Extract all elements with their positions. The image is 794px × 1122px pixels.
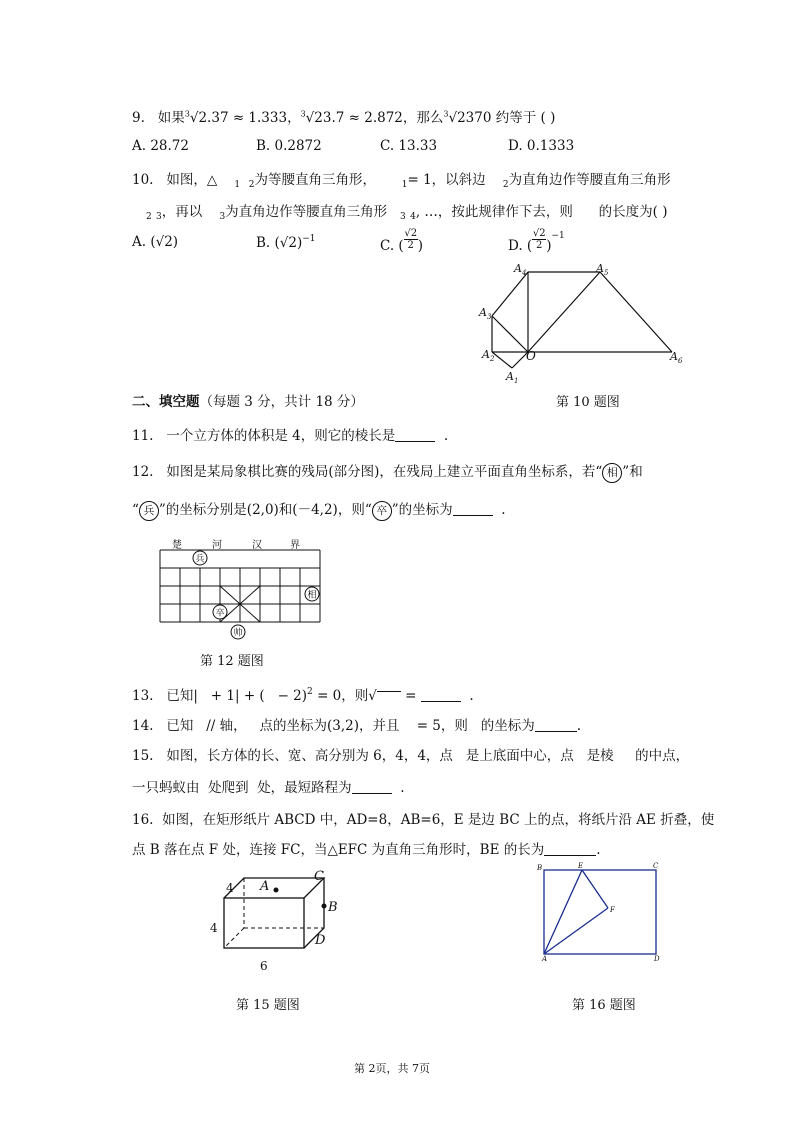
fig10-label-a6: $A_6$ [670,350,683,365]
question-10-line1 [132,168,671,190]
q15-text-1d: 的中点， [635,748,690,764]
q10-sub-3c: 3 [400,212,406,222]
q10-sub-3b: 3 [219,212,226,222]
q10-option-d-den: 2 [532,239,546,251]
q14-answer-blank[interactable] [535,719,577,732]
page-footer: 第 2页，共 7页 [354,1062,430,1075]
q10-option-c-den: 2 [404,239,418,251]
fig15-caption: 第 15 题图 [236,998,300,1013]
fig15-point-b [322,904,327,909]
fig10-line-a2-a1 [492,352,512,368]
fig10-label-a5: $A_5$ [596,262,609,277]
fig16-line-ef [582,870,608,908]
q16-end: . [596,842,601,858]
q13-text-a: 已知| [166,688,198,704]
question-12-line2 [132,498,506,521]
fig10-label-a1: $A_1$ [506,370,519,384]
fig10-label-a2: $A_2$ [482,348,495,363]
q10-text-1b: 为等腰直角三角形， [254,172,376,188]
figure-16-rectangle [534,860,664,964]
q15-answer-blank[interactable] [352,781,392,794]
fig15-dim-width: 4 [226,881,234,895]
q13-number: 13. [132,688,154,704]
q13-text-c: − 2) [277,688,308,704]
section-2-note: （每题 3 分，共计 18 分） [199,394,364,410]
q13-answer-blank[interactable] [421,689,461,702]
q13-text-b: + 1| + ( [210,688,265,704]
q9-expr1: 2.37 ≈ 1.333， [198,110,301,126]
q10-option-c-post: ) [417,238,423,254]
fig15-dim-length: 6 [260,959,268,973]
q14-number: 14. [132,718,154,734]
q11-answer-blank[interactable] [395,429,435,442]
question-13 [132,684,474,704]
q10-option-d-post: ) [546,238,552,254]
fig15-top-face [224,878,324,898]
q13-exp: 2 [307,687,313,697]
fig15-point-a [274,888,279,893]
q10-number: 10. [132,172,154,188]
q16-text-2: 点 B 落在点 F 处，连接 FC，当△EFC 为直角三角形时，BE 的长为 [132,842,545,858]
q10-text-1c: = 1，以斜边 [407,172,486,188]
q10-option-a: A. (√2) [132,234,179,250]
q10-sub-2c: 2 [146,212,152,222]
q14-text-e: = 5，则 [416,718,468,734]
fig15-front-face [224,898,304,948]
fig15-dim-height: 4 [210,921,218,935]
river-char-jie: 界 [290,540,300,551]
q10-text-2c: , …，按此规律作下去，则 [415,204,573,220]
q10-option-d-pre: D. ( [508,238,533,254]
question-16-line2 [132,838,601,858]
chess-piece-zu-label: 卒 [215,608,225,619]
figure-15-cuboid [200,866,350,978]
q10-option-b-base: B. (√2) [256,235,303,251]
fig16-label-e: E [578,862,584,870]
question-10-line2 [146,200,667,222]
fig10-label-a3: $A_3$ [479,306,492,321]
fig10-caption: 第 10 题图 [556,395,620,410]
q12-text-1-end: ”和 [622,464,643,480]
fig16-line-ae [544,870,582,954]
q12-text-2a: “ [132,502,139,518]
q12-number: 12. [132,464,154,480]
q9-option-b: B. 0.2872 [256,138,322,154]
chess-piece-xiang-label: 相 [307,590,317,601]
fig15-label-b: B [328,900,338,915]
q10-sub-1: 1 [234,180,241,190]
q16-text-1: 如图，在矩形纸片 ABCD 中，AD=8，AB=6，E 是边 BC 上的点，将纸片沿 AE 折叠，使 [162,812,715,828]
fig16-label-b: B [537,864,543,872]
q9-expr3: 2370 [457,110,492,126]
q10-text-1a: 如图，△ [166,172,218,188]
q10-sub-4: 4 [410,212,416,222]
question-14 [132,714,581,734]
question-11 [132,424,448,444]
q12-answer-blank[interactable] [453,503,493,516]
river-char-he: 河 [212,540,222,551]
fig16-line-af [544,908,608,954]
q12-piece-bing: 兵 [139,501,159,521]
q12-text-2b: ”的坐标分别是(2,0)和(－4,2)，则“ [158,502,372,518]
q10-sub-3: 3 [156,212,162,222]
fig15-label-a: A [260,879,270,894]
q11-text: 一个立方体的体积是 4，则它的棱长是 [166,428,396,444]
figure-12-chessboard [150,538,330,642]
question-15-line2 [132,776,405,796]
chess-piece-bing-label: 兵 [195,554,205,565]
question-9: 9. 如果$^3$√2.37 ≈ 1.333，$^3$√23.7 ≈ 2.872，那么$^3$√2370 约等于 ( ) [132,109,556,126]
fig10-label-o: O [526,349,536,363]
question-16-line1 [132,808,714,828]
q14-text-c: 轴， [219,718,247,734]
q12-text-1: 如图是某局象棋比赛的残局(部分图)，在残局上建立平面直角坐标系，若“ [166,464,603,480]
q14-text-f: 的坐标为 [480,718,535,734]
q15-number: 15. [132,748,154,764]
figure-10 [474,258,694,384]
q9-option-a: A. 28.72 [132,138,189,154]
chess-piece-shuai-label: 帅 [233,628,243,639]
fig16-label-f: F [610,906,615,914]
q9-prefix: 如果 [157,110,185,126]
fig10-line-a3-o [492,316,528,352]
q9-expr2: 23.7 ≈ 2.872，那么 [314,110,444,126]
q15-text-1b: 是上底面中心，点 [465,748,574,764]
river-char-chu: 楚 [172,540,182,551]
fig10-line-a5-a6 [600,272,672,352]
q10-option-d [508,228,565,254]
q12-end: . [501,502,506,518]
q11-number: 11. [132,428,154,444]
section-2-title: 二、填空题 [132,394,200,410]
q14-text-d: 点的坐标为(3,2)，并且 [259,718,400,734]
q15-text-1: 如图，长方体的长、宽、高分别为 6，4，4，点 [166,748,453,764]
q11-end: . [443,428,449,444]
q9-number: 9. [132,110,145,126]
q12-piece-zu: 卒 [372,501,392,521]
q10-text-2a: ，再以 [161,204,203,220]
q10-option-b [256,234,316,251]
q13-text-e: = [405,688,417,704]
q9-option-c: C. 13.33 [380,138,438,154]
q10-text-2b: 为直角边作等腰直角三角形 [225,204,388,220]
q10-sub-1b: 1 [401,180,408,190]
q10-option-b-exp: −1 [302,234,316,244]
fig10-label-a4: $A_4$ [514,262,527,277]
q14-text-b: // [206,718,216,734]
q12-text-2c: ”的坐标为 [391,502,453,518]
q16-number: 16. [132,812,154,828]
question-15-line1 [132,744,689,764]
q14-text-a: 已知 [166,718,194,734]
q12-piece-xiang: 相 [602,463,622,483]
fig12-caption: 第 12 题图 [200,654,264,669]
q10-sub-2: 2 [248,180,255,190]
fig15-label-c: C [314,869,324,884]
q13-end: . [469,688,474,704]
fig15-hidden-edge-3 [224,928,244,948]
q9-suffix: 约等于 ( ) [495,110,556,126]
question-12-line1 [132,460,643,483]
fig10-line-a3-a4 [492,272,528,316]
q15-text-2c: 处，最短路程为 [257,780,352,796]
q15-text-2: 一只蚂蚁由 [132,780,200,796]
q10-option-c-pre: C. ( [380,238,404,254]
q9-option-d: D. 0.1333 [508,138,575,154]
q10-text-2d: 的长度为( ) [598,204,668,220]
q15-end: . [400,780,405,796]
q15-text-2b: 处爬到 [208,780,249,796]
fig16-label-a: A [542,955,548,963]
river-char-han: 汉 [252,540,262,551]
q10-option-d-exp: −1 [551,231,565,241]
fig16-caption: 第 16 题图 [572,998,636,1013]
q13-text-d: = 0，则√ [317,688,377,704]
q10-option-c [380,228,423,254]
q10-text-1d: 为直角边作等腰直角三角形 [508,172,671,188]
fig16-label-c: C [653,862,659,870]
q10-option-d-num: √2 [532,228,546,239]
q14-end: . [576,718,582,734]
fig15-label-d: D [315,933,326,948]
q15-text-1c: 是棱 [586,748,614,764]
q16-answer-blank[interactable] [544,843,596,856]
fig16-label-d: D [654,955,660,963]
q10-sub-2b: 2 [502,180,509,190]
section-2-header [132,390,364,410]
q10-option-c-num: √2 [404,228,418,239]
fig10-line-o-a5 [528,272,600,352]
